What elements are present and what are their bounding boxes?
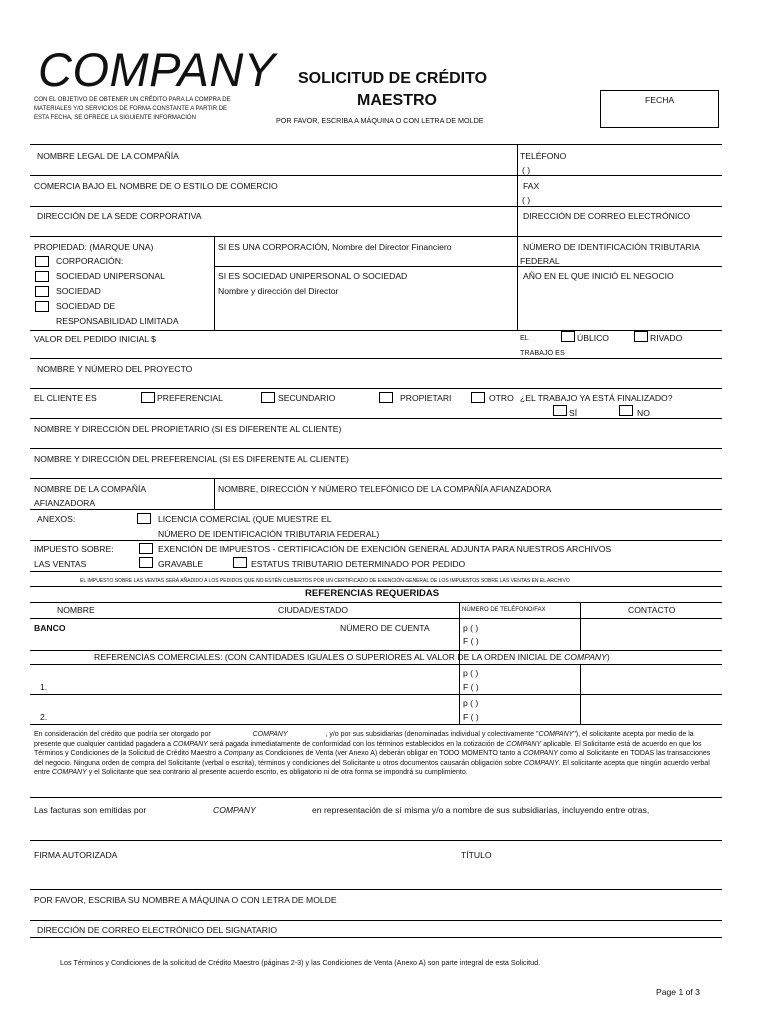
ref2-number: 2. bbox=[40, 712, 48, 722]
bank-label: BANCO bbox=[34, 623, 66, 633]
ownership-label: PROPIEDAD: (MARQUE UNA) bbox=[34, 242, 154, 252]
print-instruction: POR FAVOR, ESCRIBA A MÁQUINA O CON LETRA DE MOLDE bbox=[276, 116, 484, 125]
secondary-checkbox[interactable] bbox=[261, 392, 275, 403]
partnership-option: SOCIEDAD bbox=[56, 286, 101, 296]
terms-company-4: COMPANY bbox=[506, 740, 542, 748]
yes-option: SÍ bbox=[569, 408, 578, 418]
surety-name-label-1: NOMBRE DE LA COMPAÑÍA bbox=[34, 484, 147, 494]
terms-company-8: COMPANY bbox=[51, 769, 87, 776]
license-option-line2: NÚMERO DE IDENTIFICACIÓN TRIBUTARIA FEDERAL) bbox=[158, 529, 380, 539]
sales-tax-label-2: LAS VENTAS bbox=[34, 559, 87, 569]
commercial-refs-text: REFERENCIAS COMERCIALES: (CON CANTIDADES IGUALES O SUPERIORES AL VALOR DE LA ORDEN INICIAL DE bbox=[94, 652, 565, 662]
public-option: ÚBLICO bbox=[577, 333, 609, 343]
terms-text-c: "), el solicitante acepta por medio de la presente que cualquier cantidad pagadera a bbox=[34, 731, 694, 748]
form-title-line1: SOLICITUD DE CRÉDITO bbox=[298, 70, 488, 87]
terms-text-g: como al Solicitante en TODAS las transacciones del negocio. Ninguna orden de compra del Solicitante (verbal o escrita), términos y condiciones del Solicitante u otros documentos causarán obligación sobre bbox=[34, 750, 711, 767]
public-checkbox[interactable] bbox=[561, 331, 575, 342]
other-option: OTRO bbox=[489, 393, 514, 403]
commercial-refs-header bbox=[94, 652, 610, 662]
terms-text-i: y el Solicitante que sea contrario al presente acuerdo escrito, es obligatorio ni de otra forma se impondrá su cumplimiento. bbox=[86, 769, 468, 776]
terms-company-6: COMPANY bbox=[523, 750, 558, 757]
dba-label: COMERCIA BAJO EL NOMBRE DE O ESTILO DE COMERCIO bbox=[34, 181, 278, 191]
commercial-refs-company: COMPANY bbox=[564, 652, 607, 662]
fax-label: FAX bbox=[523, 181, 540, 191]
no-option: NO bbox=[637, 408, 650, 418]
surety-name-label-2: AFIANZADORA bbox=[34, 498, 96, 508]
phone-label: TELÉFONO bbox=[520, 151, 567, 161]
per-order-checkbox[interactable] bbox=[233, 557, 247, 568]
ref2-phone[interactable]: p ( ) bbox=[463, 698, 479, 708]
private-checkbox[interactable] bbox=[634, 331, 648, 342]
owner-address-label: NOMBRE Y DIRECCIÓN DEL PROPIETARIO (SI ES DIFERENTE AL CLIENTE) bbox=[34, 424, 342, 434]
corp-cfo-label: SI ES UNA CORPORACIÓN, Nombre del Director Financiero bbox=[218, 242, 452, 252]
license-checkbox[interactable] bbox=[137, 513, 151, 524]
sole-proprietor-option: SOCIEDAD UNIPERSONAL bbox=[56, 271, 165, 281]
terms-company-5: Company bbox=[223, 750, 254, 757]
owner-option: PROPIETARI bbox=[400, 393, 452, 403]
preferred-checkbox[interactable] bbox=[141, 392, 155, 403]
llc-option-line1: SOCIEDAD DE bbox=[56, 301, 116, 311]
terms-text-h: . El solicitante acepta que ningún acuerdo verbal entre bbox=[34, 759, 710, 776]
initial-order-value-label: VALOR DEL PEDIDO INICIAL $ bbox=[34, 334, 156, 344]
secondary-option: SECUNDARIO bbox=[278, 393, 336, 403]
bank-fax[interactable]: F ( ) bbox=[463, 636, 479, 646]
license-option-line1: LICENCIA COMERCIAL (QUE MUESTRE EL bbox=[158, 514, 332, 524]
private-option: RIVADO bbox=[650, 333, 683, 343]
date-label: FECHA bbox=[645, 95, 675, 105]
corporation-checkbox[interactable] bbox=[35, 256, 49, 267]
commercial-refs-close: ) bbox=[606, 652, 610, 662]
terms-company-3: COMPANY bbox=[172, 740, 208, 748]
client-type-label: EL CLIENTE ES bbox=[34, 393, 97, 403]
work-is-label-2: TRABAJO ES bbox=[520, 348, 565, 357]
ref1-fax[interactable]: F ( ) bbox=[463, 682, 479, 692]
signer-email-label: DIRECCIÓN DE CORREO ELECTRÓNICO DEL SIGNATARIO bbox=[37, 925, 278, 935]
terms-text-b: , y/o por sus subsidiarias (denominadas individual y colectivamente " bbox=[323, 731, 539, 738]
authorized-signature-label: FIRMA AUTORIZADA bbox=[34, 850, 118, 860]
invoices-issued-label: Las facturas son emitidas por bbox=[34, 805, 147, 815]
terms-text-a: En consideración del crédito que podría ser otorgado por bbox=[34, 731, 213, 738]
terms-company-1: COMPANY bbox=[252, 731, 288, 738]
legal-name-label: NOMBRE LEGAL DE LA COMPAÑÍA bbox=[37, 151, 179, 161]
page-number: Page 1 of 3 bbox=[656, 987, 700, 997]
sole-proprietor-checkbox[interactable] bbox=[35, 271, 49, 282]
tax-id-label-2: FEDERAL bbox=[520, 256, 560, 266]
taxable-checkbox[interactable] bbox=[139, 557, 153, 568]
fax-area-code[interactable]: ( ) bbox=[522, 195, 531, 205]
terms-text-d: será pagada inmediatamente de conformidad con los términos establecidos en la cotización de bbox=[207, 740, 507, 748]
preferred-option: PREFERENCIAL bbox=[157, 393, 223, 403]
intro-text-line1: CON EL OBJETIVO DE OBTENER UN CRÉDITO PARA LA COMPRA DE bbox=[34, 97, 231, 103]
tax-exempt-checkbox[interactable] bbox=[139, 543, 153, 554]
invoices-company: COMPANY bbox=[213, 805, 256, 815]
intro-text-line2: MATERIALES Y/O SERVICIOS DE FORMA CONSTANTE A PARTIR DE bbox=[34, 106, 228, 112]
attachments-label: ANEXOS: bbox=[37, 514, 76, 524]
owner-checkbox[interactable] bbox=[379, 392, 393, 403]
per-order-option: ESTATUS TRIBUTARIO DETERMINADO POR PEDIDO bbox=[251, 559, 466, 569]
partnership-checkbox[interactable] bbox=[35, 286, 49, 297]
other-checkbox[interactable] bbox=[471, 392, 485, 403]
llc-checkbox[interactable] bbox=[35, 301, 49, 312]
form-title-line2: MAESTRO bbox=[357, 92, 437, 109]
ref-col-phone: NÚMERO DE TELÉFONO/FAX bbox=[462, 607, 546, 613]
ref-col-city: CIUDAD/ESTADO bbox=[278, 605, 349, 615]
phone-area-code[interactable]: ( ) bbox=[522, 165, 531, 175]
work-finished-question: ¿EL TRABAJO YA ESTÁ FINALIZADO? bbox=[520, 393, 673, 403]
terms-text-f: as Condiciones de Venta (ver Anexo A) deberán obligar en TODO MOMENTO tanto a bbox=[253, 750, 524, 757]
signer-title-label: TÍTULO bbox=[461, 850, 492, 860]
company-logo: COMPANY bbox=[38, 43, 276, 96]
preferred-address-label: NOMBRE Y DIRECCIÓN DEL PREFERENCIAL (SI ES DIFERENTE AL CLIENTE) bbox=[34, 454, 349, 464]
sales-tax-fine-print: EL IMPUESTO SOBRE LAS VENTAS SERÁ AÑADIDO A LOS PEDIDOS QUE NO ESTÉN CUBIERTOS POR UN CERTIFICADO DE EXENCIÓN GENERAL DE LOS IMPUESTOS SOBRE LAS VENTAS EN EL ARCHIVO bbox=[80, 578, 570, 584]
email-label: DIRECCIÓN DE CORREO ELECTRÓNICO bbox=[523, 211, 691, 221]
terms-company-2: COMPANY bbox=[538, 731, 574, 738]
project-label: NOMBRE Y NÚMERO DEL PROYECTO bbox=[37, 364, 193, 374]
sales-tax-label-1: IMPUESTO SOBRE: bbox=[34, 544, 114, 554]
sole-director-label-1: SI ES SOCIEDAD UNIPERSONAL O SOCIEDAD bbox=[218, 271, 408, 281]
bank-phone[interactable]: p ( ) bbox=[463, 623, 479, 633]
ref2-fax[interactable]: F ( ) bbox=[463, 712, 479, 722]
llc-option-line2: RESPONSABILIDAD LIMITADA bbox=[56, 316, 179, 326]
intro-text-line3: ESTA FECHA, SE OFRECE LA SIGUIENTE INFORMACIÓN bbox=[34, 115, 196, 121]
references-title: REFERENCIAS REQUERIDAS bbox=[305, 588, 440, 599]
ref1-phone[interactable]: p ( ) bbox=[463, 668, 479, 678]
no-checkbox[interactable] bbox=[619, 405, 633, 416]
sole-director-label-2: Nombre y dirección del Director bbox=[218, 286, 339, 296]
ref-col-name: NOMBRE bbox=[57, 605, 95, 615]
terms-text-e: aplicable. El Solicitante está de acuerdo en que los Términos y Condiciones de la Solicitud de Crédito Maestro a bbox=[34, 740, 702, 757]
yes-checkbox[interactable] bbox=[553, 405, 567, 416]
tax-id-label-1: NÚMERO DE IDENTIFICACIÓN TRIBUTARIA bbox=[523, 242, 700, 252]
ref1-number: 1. bbox=[40, 682, 48, 692]
account-number-label: NÚMERO DE CUENTA bbox=[340, 623, 430, 633]
terms-company-7: COMPANY bbox=[523, 759, 559, 767]
taxable-option: GRAVABLE bbox=[158, 559, 204, 569]
hq-address-label: DIRECCIÓN DE LA SEDE CORPORATIVA bbox=[37, 211, 202, 221]
surety-details-label: NOMBRE, DIRECCIÓN Y NÚMERO TELEFÓNICO DE LA COMPAÑÍA AFIANZADORA bbox=[218, 484, 552, 494]
corporation-option: CORPORACIÓN: bbox=[56, 256, 124, 266]
tax-exempt-option: EXENCIÓN DE IMPUESTOS - CERTIFICACIÓN DE EXENCIÓN GENERAL ADJUNTA PARA NUESTROS ARCHIVOS bbox=[158, 544, 612, 554]
print-name-label: POR FAVOR, ESCRIBA SU NOMBRE A MÁQUINA O CON LETRA DE MOLDE bbox=[34, 895, 337, 905]
terms-paragraph bbox=[34, 730, 720, 778]
year-started-label: AÑO EN EL QUE INICIÓ EL NEGOCIO bbox=[523, 271, 674, 281]
work-is-label-1: EL bbox=[520, 333, 529, 342]
ref-col-contact: CONTACTO bbox=[628, 605, 676, 615]
invoices-subsidiaries-text: en representación de sí misma y/o a nombre de sus subsidiarias, incluyendo entre otras, bbox=[312, 805, 650, 815]
footer-note: Los Términos y Condiciones de la solicitud de Crédito Maestro (páginas 2-3) y las Condiciones de Venta (Anexo A) son parte integral de esta Solicitud. bbox=[60, 958, 541, 967]
